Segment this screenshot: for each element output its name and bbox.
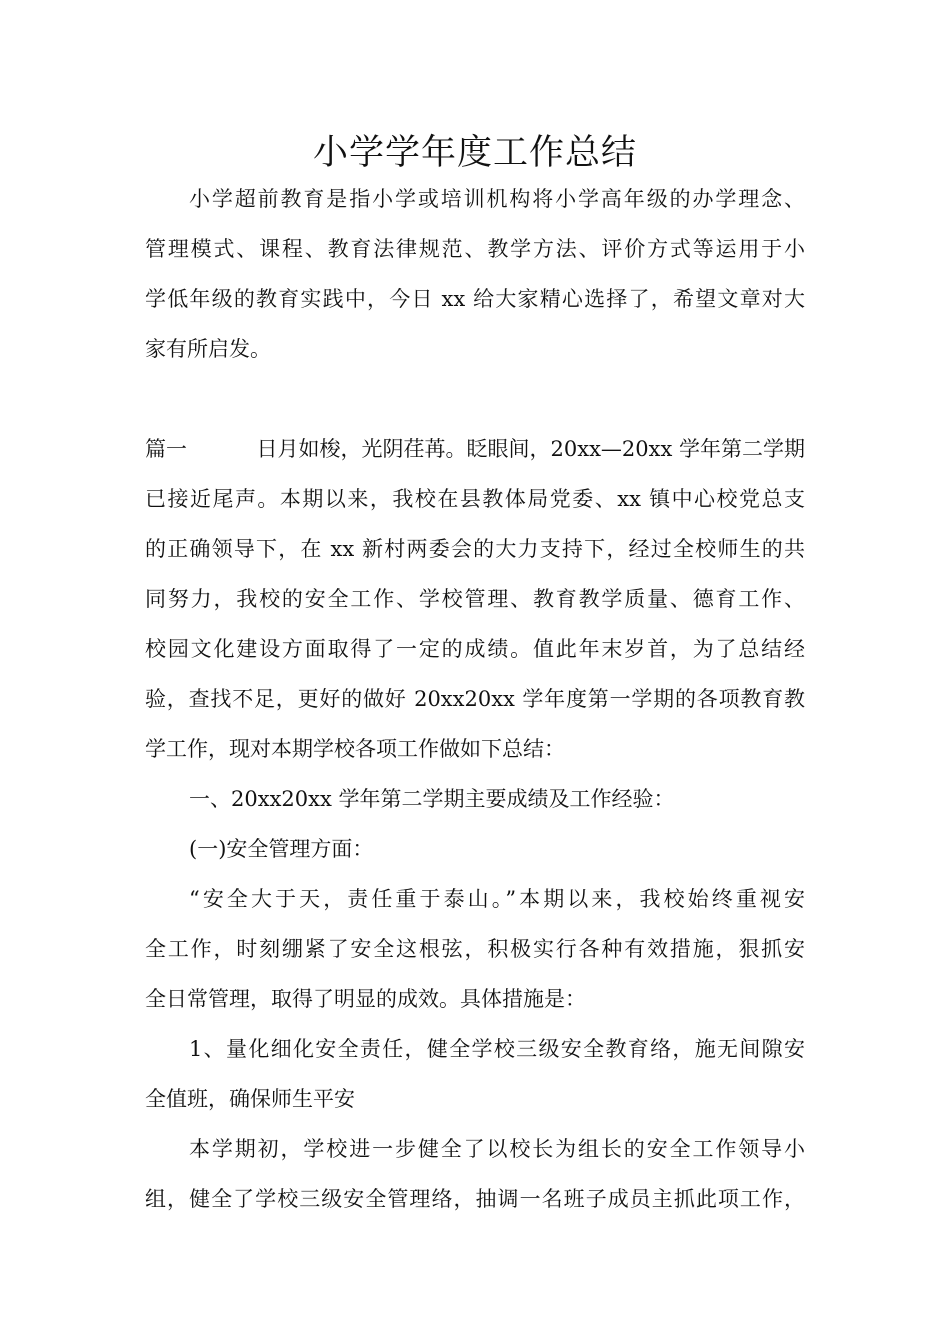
body-line-3: 的正确领导下，在 xx 新村两委会的大力支持下，经过全校师生的共 xyxy=(145,537,805,561)
intro-line-2: 管理模式、课程、教育法律规范、教学方法、评价方式等运用于小 xyxy=(145,237,805,261)
body-line-16: 组，健全了学校三级安全管理络，抽调一名班子成员主抓此项工作， xyxy=(145,1187,805,1211)
body-line-1: 日月如梭，光阴荏苒。眨眼间，20xx—20xx 学年第二学期 xyxy=(256,437,805,461)
body-line-6: 验，查找不足，更好的做好 20xx20xx 学年度第一学期的各项教育教 xyxy=(145,687,805,711)
body-line-13: 1、量化细化安全责任，健全学校三级安全教育络，施无间隙安 xyxy=(189,1037,805,1061)
intro-line-1: 小学超前教育是指小学或培训机构将小学高年级的办学理念、 xyxy=(189,187,805,211)
body-line-12: 全日常管理，取得了明显的成效。具体措施是： xyxy=(145,987,586,1011)
section-first-line xyxy=(145,424,805,474)
body-line-7: 学工作，现对本期学校各项工作做如下总结： xyxy=(145,737,565,761)
body-line-8: 一、20xx20xx 学年第二学期主要成绩及工作经验： xyxy=(189,787,675,811)
document-title: 小学学年度工作总结 xyxy=(312,133,637,173)
body-line-4: 同努力，我校的安全工作、学校管理、教育教学质量、德育工作、 xyxy=(145,587,805,611)
body-line-9: (一)安全管理方面： xyxy=(189,837,374,861)
body-line-2: 已接近尾声。本期以来，我校在县教体局党委、xx 镇中心校党总支 xyxy=(145,487,805,511)
intro-line-4: 家有所启发。 xyxy=(145,337,271,361)
body-line-11: 全工作，时刻绷紧了安全这根弦，积极实行各种有效措施，狠抓安 xyxy=(145,937,805,961)
body-line-14: 全值班，确保师生平安 xyxy=(145,1087,355,1111)
label-gap xyxy=(187,424,257,474)
body-line-15: 本学期初，学校进一步健全了以校长为组长的安全工作领导小 xyxy=(189,1137,805,1161)
section-label: 篇一 xyxy=(145,437,187,461)
body-line-5: 校园文化建设方面取得了一定的成绩。值此年末岁首，为了总结经 xyxy=(145,637,805,661)
intro-line-3: 学低年级的教育实践中，今日 xx 给大家精心选择了，希望文章对大 xyxy=(145,287,805,311)
body-line-10: “安全大于天，责任重于泰山。”本期以来，我校始终重视安 xyxy=(189,887,805,911)
